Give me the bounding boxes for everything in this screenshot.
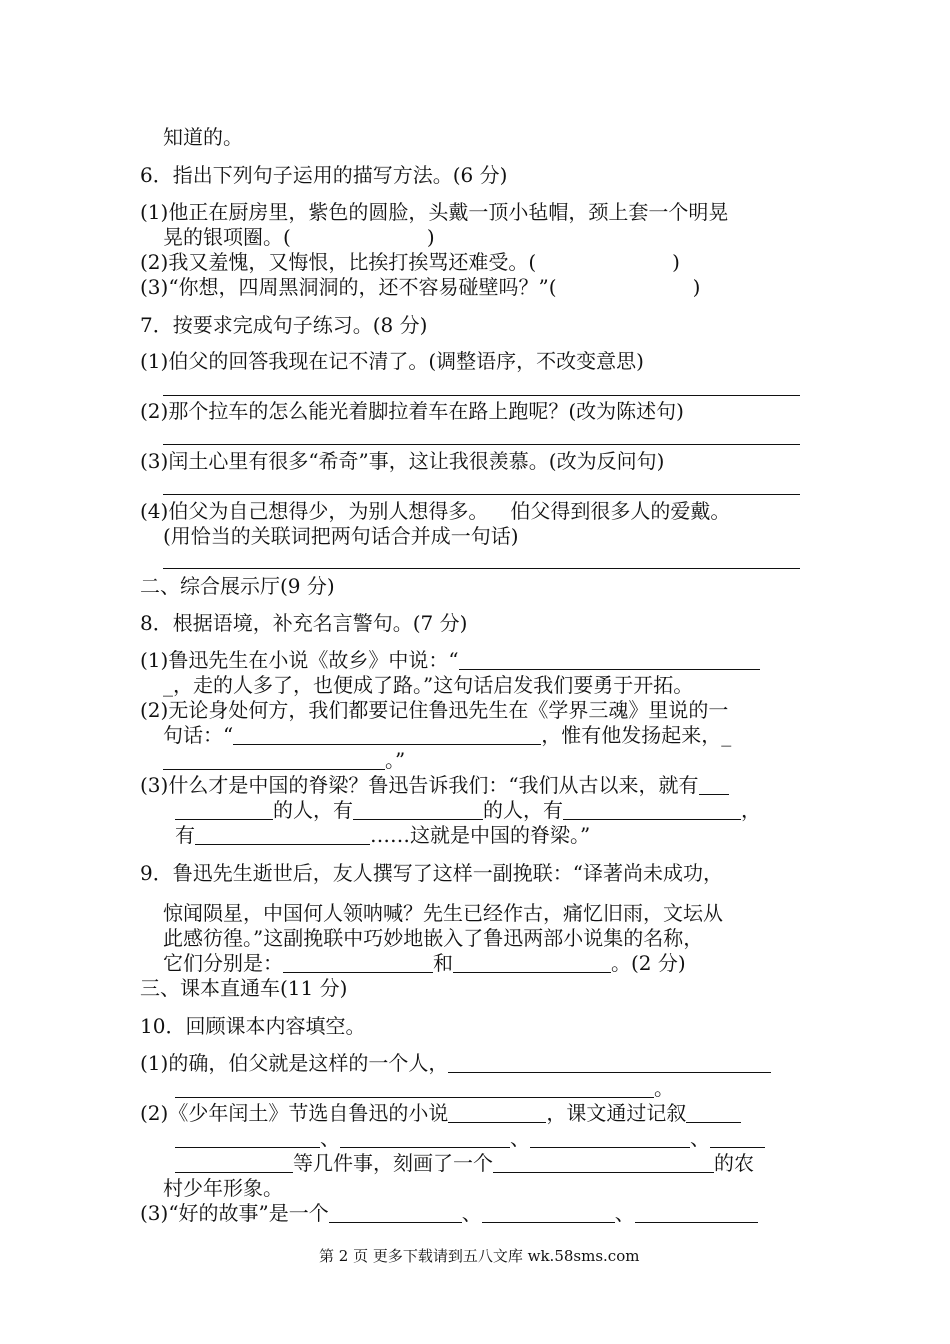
line-text: ) [672,250,680,274]
answer-line[interactable] [163,395,800,396]
q8-item-3-cont [175,797,761,823]
q8-item-1 [140,647,760,673]
fill-blank[interactable] [635,1202,758,1223]
question-9 [140,860,723,886]
fill-blank[interactable] [175,1127,320,1148]
line-text: 、 [320,1126,340,1150]
q7-item-3 [140,448,664,474]
line-text: _ [163,673,173,697]
line-text: 等几件事，刻画了一个 [293,1151,493,1175]
answer-line[interactable] [163,444,800,445]
page-footer: 第 2 页 更多下载请到五八文库 wk.58sms.com [319,1247,640,1265]
line-text: 的人，有 [483,798,563,822]
line-text: 村少年形象。 [163,1176,283,1200]
q7-item-1 [140,348,644,374]
line-text: (2)那个拉车的怎么能光着脚拉着车在路上跑呢？(改为陈述句) [140,399,684,423]
fill-blank[interactable] [448,1102,546,1123]
fill-blank[interactable] [493,1152,714,1173]
q10-item-2 [140,1100,741,1126]
fill-blank[interactable] [163,749,385,770]
line-text: (1)他正在厨房里，紫色的圆脸，头戴一顶小毡帽，颈上套一个明晃 [140,200,729,224]
line-text: 惊闻陨星，中国何人领呐喊？先生已经作古，痛忆旧雨，文坛从 [163,901,723,925]
fill-blank[interactable] [175,1152,293,1173]
fill-blank[interactable] [353,799,483,820]
line-text: 。(2 分) [611,951,686,975]
line-text: (3)“好的故事”是一个 [140,1201,329,1225]
question-7-heading [140,312,427,338]
q10-item-2-cont [175,1125,765,1151]
q9-cont [163,900,723,926]
fill-blank[interactable] [283,952,433,973]
line-text: ) [426,225,435,249]
q6-item-2 [140,249,680,275]
line-text: 晃的银项圈。( [163,225,291,249]
line-text: (4)伯父为自己想得少，为别人想得多。 [140,499,489,523]
line-text: (用恰当的关联词把两句话合并成一句话) [163,524,519,548]
line-text: (2)《少年闰土》节选自鲁迅的小说 [140,1101,449,1125]
line-text: 句话：“ [163,723,234,747]
line-text: 的人，有 [273,798,353,822]
q10-item-3 [140,1200,758,1226]
q8-item-3-cont2 [175,822,590,848]
q10-item-2-cont3 [163,1175,283,1201]
q7-item-2 [140,398,684,424]
line-text: 伯父得到很多人的爱戴。 [510,499,731,523]
line-text: 、 [614,1201,635,1225]
fill-blank[interactable] [195,824,370,845]
line-text: 8．根据语境，补充名言警句。(7 分) [140,611,468,635]
line-text: 9．鲁迅先生逝世后，友人撰写了这样一副挽联：“译著尚未成功， [140,861,723,885]
q9-cont2 [163,925,703,951]
fill-blank[interactable] [453,952,611,973]
line-text: 6．指出下列句子运用的描写方法。(6 分) [140,163,508,187]
line-text: (2)无论身处何方，我们都要记住鲁迅先生在《学界三魂》里说的一 [140,698,729,722]
line-text: 。” [385,748,406,772]
text-line [163,124,243,150]
q6-item-1 [140,199,728,225]
fill-blank[interactable] [175,799,273,820]
line-text: 7．按要求完成句子练习。(8 分) [140,313,428,337]
line-text: ， [741,798,761,822]
line-text: 和 [433,951,453,975]
line-text: (2)我又羞愧，又悔恨，比挨打挨骂还难受。( [140,250,537,274]
question-10-heading [140,1013,365,1039]
line-text: _ [721,723,732,747]
line-text: (3)“你想，四周黑洞洞的，还不容易碰壁吗？”( [140,275,557,299]
line-text: 有 [175,823,195,847]
line-text: 。 [654,1076,674,1100]
line-text: 、 [690,1126,710,1150]
fill-blank[interactable] [699,774,729,795]
fill-blank[interactable] [175,1077,654,1098]
answer-line[interactable] [163,568,800,569]
q7-item-4-instruction [163,523,519,549]
q8-item-1-cont [163,672,693,698]
line-text: ，走的人多了，也便成了路。”这句话启发我们要勇于开拓。 [173,673,694,697]
fill-blank[interactable] [340,1127,510,1148]
line-text: (1)的确，伯父就是这样的一个人， [140,1051,449,1075]
line-text: ，课文通过记叙 [546,1101,687,1125]
q7-item-4 [140,498,730,524]
fill-blank[interactable] [482,1202,615,1223]
line-text: 它们分别是： [163,951,283,975]
line-text: 、 [461,1201,482,1225]
fill-blank[interactable] [459,649,760,670]
line-text: ……这就是中国的脊梁。” [370,823,591,847]
line-text: (3)闰土心里有很多“希奇”事，这让我很羡慕。(改为反问句) [140,449,665,473]
q8-item-3 [140,772,729,798]
line-text: 二、综合展示厅(9 分) [140,574,335,598]
fill-blank[interactable] [448,1052,771,1073]
line-text: 三、课本直通车(11 分) [140,976,348,1000]
line-text: (1)伯父的回答我现在记不清了。(调整语序，不改变意思) [140,349,644,373]
section-3-heading [140,975,347,1001]
q6-item-3 [140,274,700,300]
question-6-heading [140,162,507,188]
fill-blank[interactable] [686,1102,741,1123]
question-8-heading [140,610,467,636]
fill-blank[interactable] [233,724,541,745]
q10-item-1-cont [175,1075,674,1101]
fill-blank[interactable] [329,1202,462,1223]
q8-item-2-cont2 [163,747,405,773]
fill-blank[interactable] [530,1127,690,1148]
q8-item-2-cont [163,722,731,748]
fill-blank[interactable] [710,1127,765,1148]
answer-line[interactable] [163,494,800,495]
line-text: 10．回顾课本内容填空。 [140,1014,366,1038]
q9-cont3 [163,950,686,976]
line-text: 、 [510,1126,530,1150]
q8-item-2 [140,697,728,723]
line-text: 知道的。 [163,125,243,149]
line-text: 的农 [714,1151,754,1175]
line-text: (3)什么才是中国的脊梁？鲁迅告诉我们：“我们从古以来，就有 [140,773,699,797]
line-text: ，惟有他发扬起来， [541,723,722,747]
q6-item-1-cont [163,224,435,250]
line-text: 此感彷徨。”这副挽联中巧妙地嵌入了鲁迅两部小说集的名称， [163,926,704,950]
section-2-heading [140,573,335,599]
q10-item-2-cont2 [175,1150,754,1176]
line-text: (1)鲁迅先生在小说《故乡》中说：“ [140,648,459,672]
q10-item-1 [140,1050,771,1076]
fill-blank[interactable] [563,799,741,820]
line-text: ) [692,275,701,299]
